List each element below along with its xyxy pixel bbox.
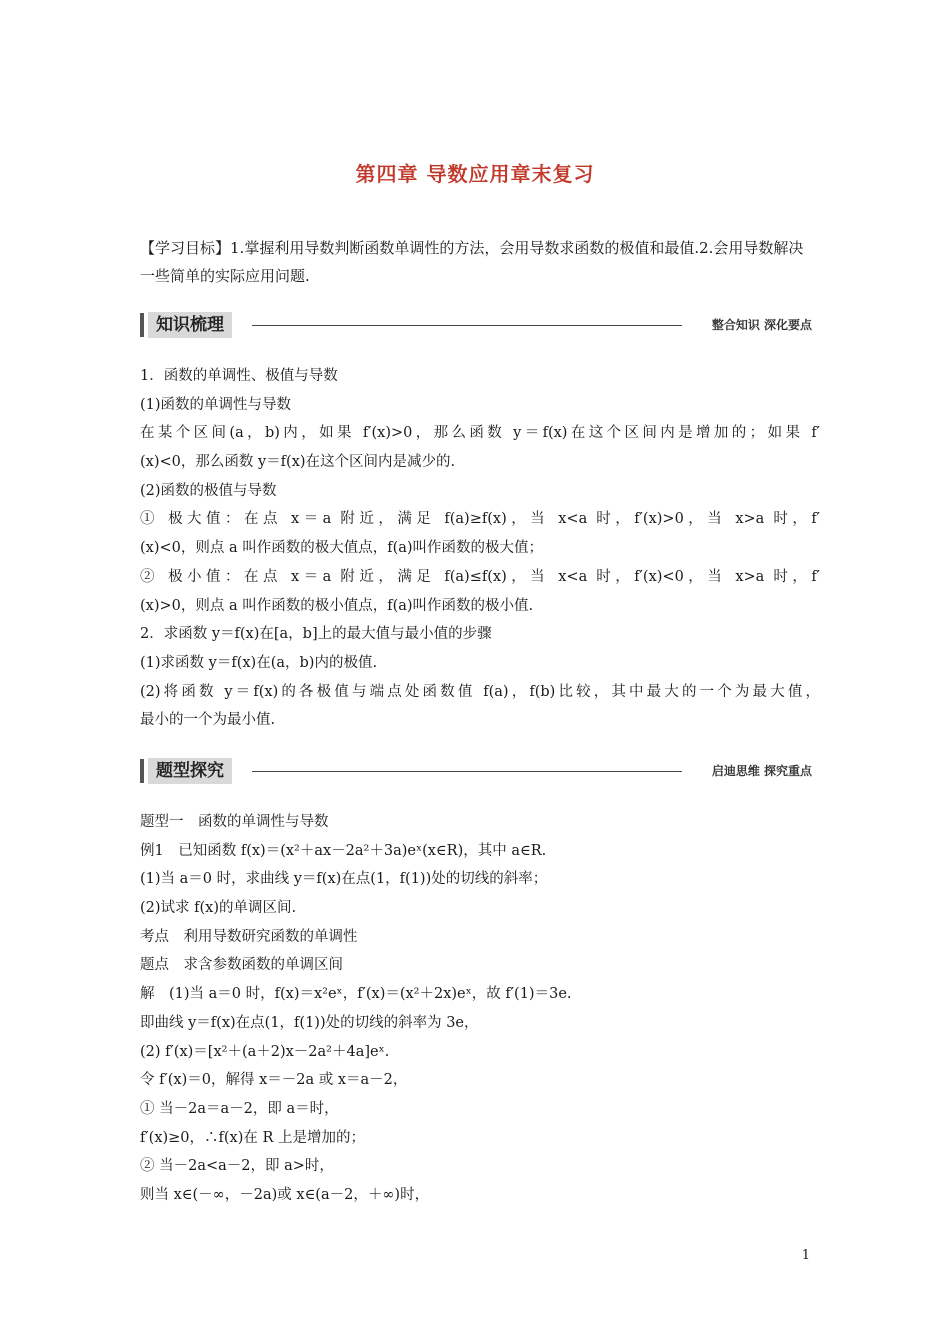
text-line: 解 (1)当 a＝0 时，f(x)＝x²eˣ，f′(x)＝(x²＋2x)eˣ，故 f′(1)＝3e. bbox=[140, 986, 572, 1003]
text-line: (x)<0，那么函数 y＝f(x)在这个区间内是减少的. bbox=[140, 454, 456, 471]
text-line: ② 极小值：在点 x＝a 附近，满足 f(a)≤f(x)，当 x<a 时，f′(x)<0，当 x>a 时，f′ bbox=[140, 568, 820, 585]
text-line: (1)求函数 y＝f(x)在(a，b)内的极值. bbox=[140, 654, 378, 671]
text-line: (2)函数的极值与导数 bbox=[140, 482, 277, 499]
learning-goal bbox=[140, 234, 812, 290]
text-line: (x)<0，则点 a 叫作函数的极大值点，f(a)叫作函数的极大值； bbox=[140, 540, 544, 557]
section-header-problems bbox=[140, 758, 812, 784]
text-line: 在某个区间(a，b)内，如果 f′(x)>0，那么函数 y＝f(x)在这个区间内是增加的；如果 f′ bbox=[140, 425, 820, 442]
knowledge-content bbox=[140, 362, 820, 735]
section-label: 知识梳理 bbox=[148, 312, 232, 338]
section-label: 题型探究 bbox=[148, 758, 232, 784]
section-header-knowledge bbox=[140, 312, 812, 338]
text-line: 1．函数的单调性、极值与导数 bbox=[140, 368, 338, 384]
problems-content bbox=[140, 808, 820, 1210]
text-line: ① 当－2a＝a－2，即 a＝时， bbox=[140, 1100, 339, 1117]
text-line: f′(x)≥0，∴f(x)在 R 上是增加的； bbox=[140, 1129, 366, 1146]
chapter-title: 第四章 导数应用章末复习 bbox=[355, 162, 595, 186]
text-line: (2) f′(x)＝[x²＋(a＋2)x－2a²＋4a]eˣ. bbox=[140, 1043, 390, 1060]
goal-label: 【学习目标】 bbox=[140, 239, 231, 257]
text-line: 例1 已知函数 f(x)＝(x²＋ax－2a²＋3a)eˣ(x∈R)，其中 a∈R. bbox=[140, 842, 547, 859]
text-line: (2)将函数 y＝f(x)的各极值与端点处函数值 f(a)，f(b)比较，其中最大的一个为最大值， bbox=[140, 683, 820, 700]
text-line: 题点 求含参数函数的单调区间 bbox=[140, 957, 343, 974]
section-subtitle: 整合知识 深化要点 bbox=[711, 318, 812, 332]
text-line: (1)函数的单调性与导数 bbox=[140, 396, 292, 413]
section-subtitle: 启迪思维 探究重点 bbox=[711, 764, 812, 778]
text-line: 则当 x∈(－∞，－2a)或 x∈(a－2，＋∞)时， bbox=[140, 1186, 430, 1203]
text-line: 题型一 函数的单调性与导数 bbox=[140, 814, 329, 830]
text-line: 2．求函数 y＝f(x)在[a，b]上的最大值与最小值的步骤 bbox=[140, 626, 492, 643]
text-line: 最小的一个为最小值. bbox=[140, 712, 276, 729]
text-line: (1)当 a＝0 时，求曲线 y＝f(x)在点(1，f(1))处的切线的斜率； bbox=[140, 871, 548, 888]
text-line: (x)>0，则点 a 叫作函数的极小值点，f(a)叫作函数的极小值. bbox=[140, 597, 534, 614]
text-line: 令 f′(x)＝0，解得 x＝－2a 或 x＝a－2， bbox=[140, 1072, 408, 1089]
text-line: 考点 利用导数研究函数的单调性 bbox=[140, 928, 358, 945]
text-line: (2)试求 f(x)的单调区间. bbox=[140, 900, 297, 917]
text-line: ② 当－2a<a－2，即 a>时， bbox=[140, 1158, 334, 1175]
text-line: 即曲线 y＝f(x)在点(1，f(1))处的切线的斜率为 3e， bbox=[140, 1014, 479, 1031]
goal-text: 1.掌握利用导数判断函数单调性的方法，会用导数求函数的极值和最值.2.会用导数解决一些简单的实际应用问题. bbox=[140, 239, 804, 285]
text-line: ① 极大值：在点 x＝a 附近，满足 f(a)≥f(x)，当 x<a 时，f′(x)>0，当 x>a 时，f′ bbox=[140, 511, 820, 528]
page-number: 1 bbox=[801, 1248, 810, 1263]
